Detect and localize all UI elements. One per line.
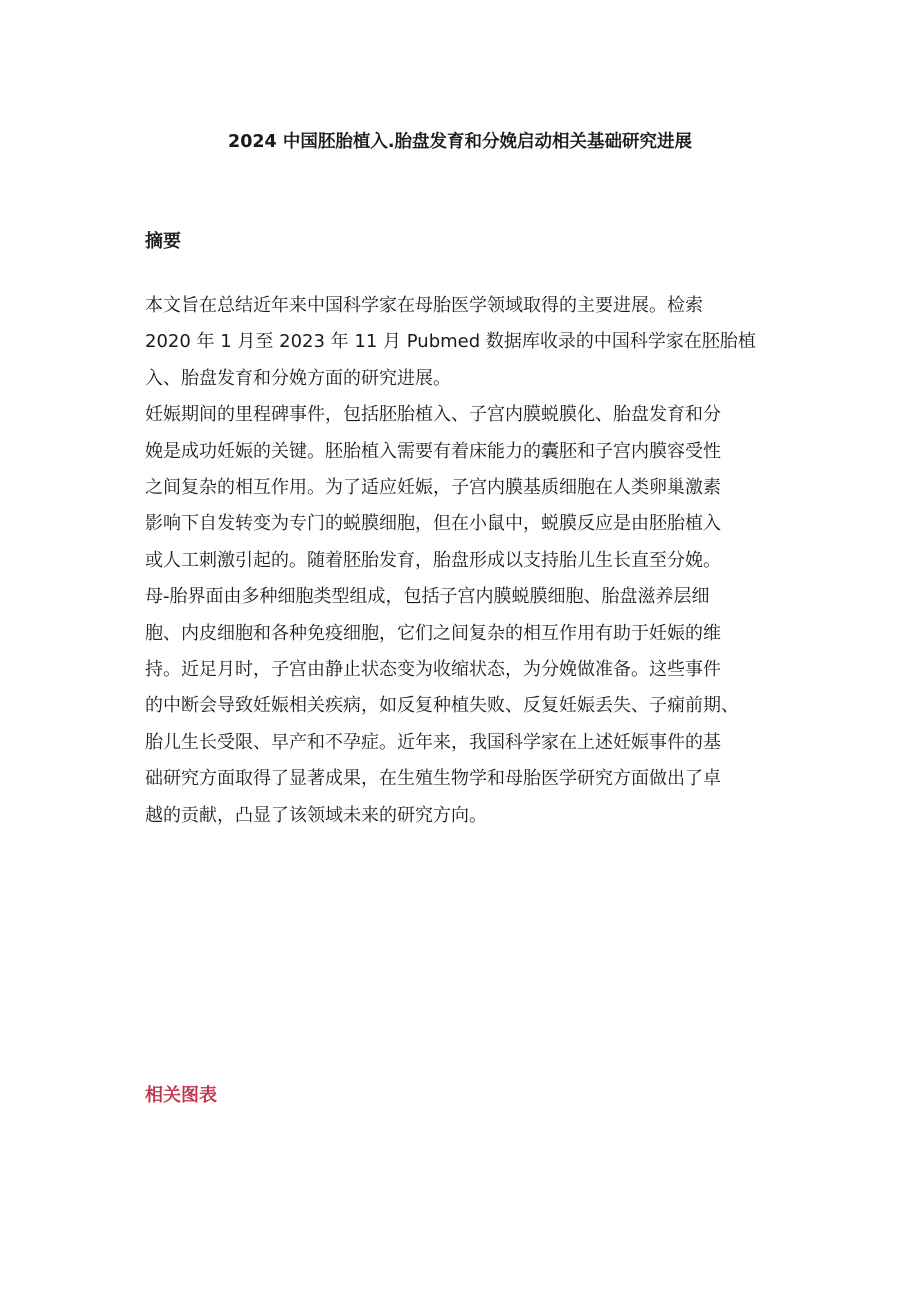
abstract-body: [145, 288, 785, 834]
text-line: 的中断会导致妊娠相关疾病，如反复种植失败、反复妊娠丢失、子痫前期、: [145, 695, 739, 717]
text-line: 娩是成功妊娠的关键。胚胎植入需要有着床能力的囊胚和子宫内膜容受性: [145, 440, 721, 462]
text-line: 胞、内皮细胞和各种免疫细胞，它们之间复杂的相互作用有助于妊娠的维: [145, 622, 721, 644]
text-line: 持。近足月时，子宫由静止状态变为收缩状态，为分娩做准备。这些事件: [145, 659, 721, 681]
text-line: 2020 年 1 月至 2023 年 11 月 Pubmed 数据库收录的中国科学家在胚胎植: [145, 331, 756, 353]
text-line: 越的贡献，凸显了该领域未来的研究方向。: [145, 804, 487, 826]
text-line: 妊娠期间的里程碑事件，包括胚胎植入、子宫内膜蜕膜化、胎盘发育和分: [145, 404, 721, 426]
text-line: 母-胎界面由多种细胞类型组成，包括子宫内膜蜕膜细胞、胎盘滋养层细: [145, 586, 710, 608]
text-line: 础研究方面取得了显著成果，在生殖生物学和母胎医学研究方面做出了卓: [145, 768, 721, 790]
abstract-heading: 摘要: [145, 231, 181, 252]
text-line: 或人工刺激引起的。随着胚胎发育，胎盘形成以支持胎儿生长直至分娩。: [145, 549, 721, 571]
document-title: 2024 中国胚胎植入.胎盘发育和分娩启动相关基础研究进展: [228, 132, 692, 152]
text-line: 入、胎盘发育和分娩方面的研究进展。: [145, 367, 451, 389]
text-line: 影响下自发转变为专门的蜕膜细胞，但在小鼠中，蜕膜反应是由胚胎植入: [145, 513, 721, 535]
related-figures-heading: 相关图表: [145, 1085, 217, 1106]
text-line: 之间复杂的相互作用。为了适应妊娠，子宫内膜基质细胞在人类卵巢激素: [145, 477, 721, 499]
abstract-paragraph: [145, 288, 785, 397]
abstract-paragraph: [145, 397, 785, 834]
text-line: 胎儿生长受限、早产和不孕症。近年来，我国科学家在上述妊娠事件的基: [145, 731, 721, 753]
text-line: 本文旨在总结近年来中国科学家在母胎医学领域取得的主要进展。检索: [145, 295, 703, 316]
